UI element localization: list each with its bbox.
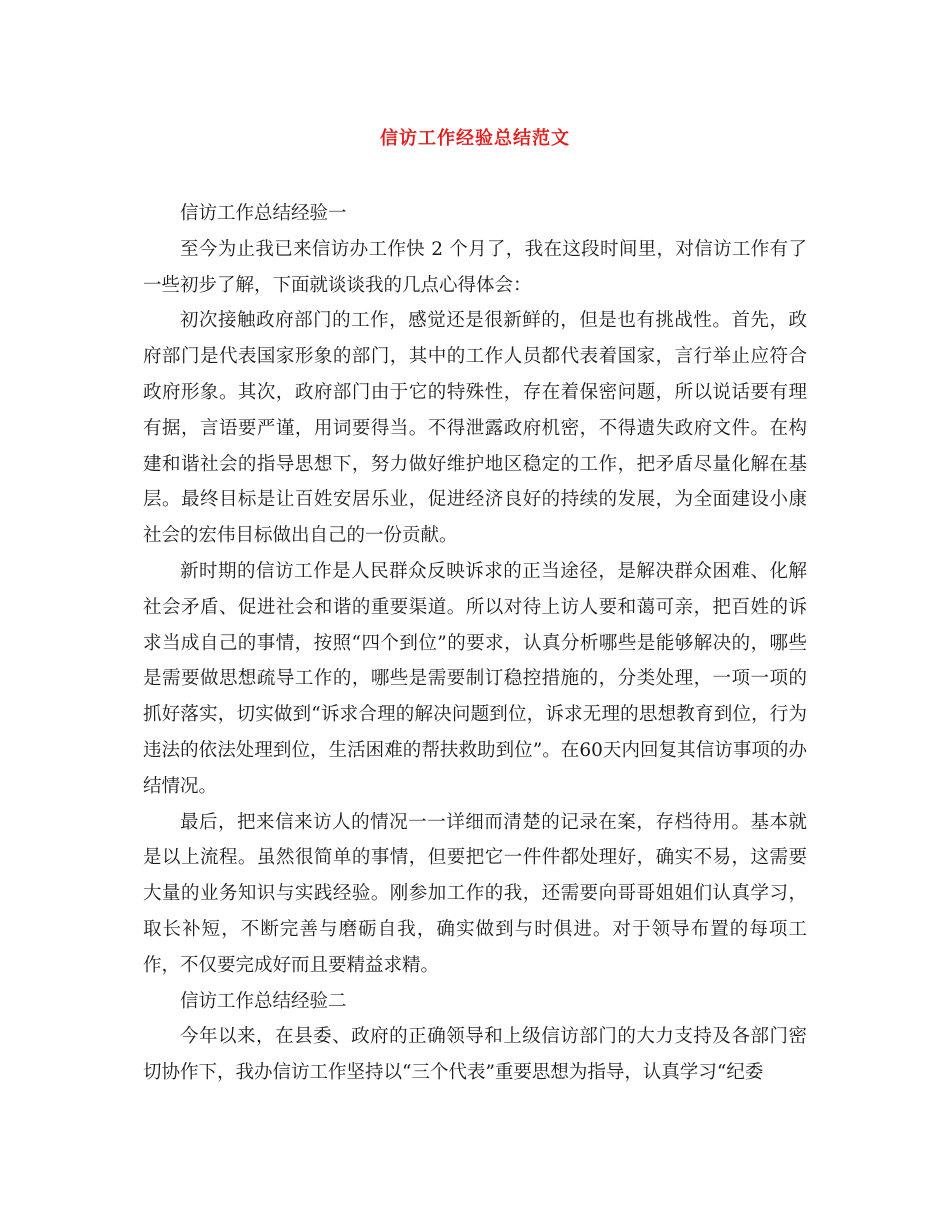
paragraph-conclusion: 最后，把来信来访人的情况一一详细而清楚的记录在案，存档待用。基本就是以上流程。虽然很简单的事情，但要把它一件件都处理好，确实不易，这需要大量的业务知识与实践经验。刚参加工作的我，还需要向哥哥姐姐们认真学习，取长补短，不断完善与磨砺自我，确实做到与时俱进。对于领导布置的每项工作，不仅要完成好而且要精益求精。 — [143, 811, 807, 976]
section-heading-2: 信访工作总结经验二 — [180, 990, 347, 1012]
document-title: 信访工作经验总结范文 — [380, 128, 570, 149]
document-body — [143, 196, 807, 1091]
section-heading-1: 信访工作总结经验一 — [180, 203, 347, 224]
paragraph-new-era: 新时期的信访工作是人民群众反映诉求的正当途径，是解决群众困难、化解社会矛盾、促进社会和谐的重要渠道。所以对待上访人要和蔼可亲，把百姓的诉求当成自己的事情，按照“四个到位”的要求，认真分析哪些是能够解决的，哪些是需要做思想疏导工作的，哪些是需要制订稳控措施的，分类处理，一项一项的抓好落实，切实做到“诉求合理的解决问题到位，诉求无理的思想教育到位，行为违法的依法处理到位，生活困难的帮扶救助到位”。在60天内回复其信访事项的办结情况。 — [143, 560, 807, 797]
paragraph-section-two: 今年以来，在县委、政府的正确领导和上级信访部门的大力支持及各部门密切协作下，我办信访工作坚持以“三个代表”重要思想为指导，认真学习“纪委 — [143, 1026, 807, 1084]
paragraph-first-impressions: 初次接触政府部门的工作，感觉还是很新鲜的，但是也有挑战性。首先，政府部门是代表国家形象的部门，其中的工作人员都代表着国家，言行举止应符合政府形象。其次，政府部门由于它的特殊性，存在着保密问题，所以说话要有理有据，言语要严谨，用词要得当。不得泄露政府机密，不得遗失政府文件。在构建和谐社会的指导思想下，努力做好维护地区稳定的工作，把矛盾尽量化解在基层。最终目标是让百姓安居乐业，促进经济良好的持续的发展，为全面建设小康社会的宏伟目标做出自己的一份贡献。 — [143, 310, 807, 547]
paragraph-intro: 至今为止我已来信访办工作快 2 个月了，我在这段时间里，对信访工作有了一些初步了解，下面就谈谈我的几点心得体会： — [143, 238, 807, 296]
